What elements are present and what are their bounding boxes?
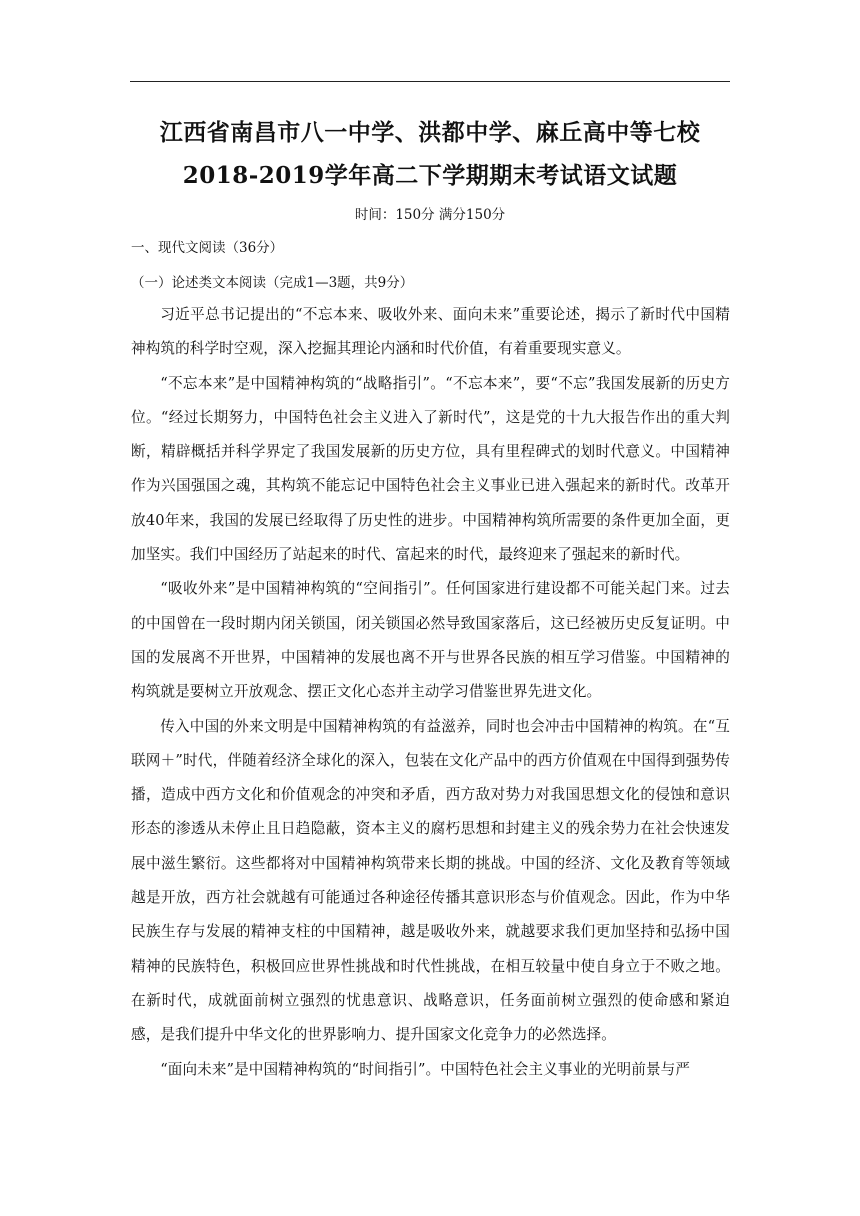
document-title-line1: 江西省南昌市八一中学、洪都中学、麻丘高中等七校 — [159, 119, 701, 146]
header-rule — [130, 81, 730, 82]
reading-passage — [131, 298, 730, 1087]
paragraph: 传入中国的外来文明是中国精神构筑的有益滋养，同时也会冲击中国精神的构筑。在“互联网＋”时代，伴随着经济全球化的深入，包装在文化产品中的西方价值观在中国得到强势传播，造成中西方文化和价值观念的冲突和矛盾，西方敌对势力对我国思想文化的侵蚀和意识形态的渗透从未停止且日趋隐蔽，资本主义的腐朽思想和封建主义的残余势力在社会快速发展中滋生繁衍。这些都将对中国精神构筑带来长期的挑战。中国的经济、文化及教育等领域越是开放，西方社会就越有可能通过各种途径传播其意识形态与价值观念。因此，作为中华民族生存与发展的精神支柱的中国精神，越是吸收外来，就越要求我们更加坚持和弘扬中国精神的民族特色，积极回应世界性挑战和时代性挑战，在相互较量中使自身立于不败之地。在新时代，成就面前树立强烈的忧患意识、战略意识，任务面前树立强烈的使命感和紧迫感，是我们提升中华文化的世界影响力、提升国家文化竞争力的必然选择。 — [131, 717, 730, 1044]
paragraph: 习近平总书记提出的“不忘本来、吸收外来、面向未来”重要论述，揭示了新时代中国精神构筑的科学时空观，深入挖掘其理论内涵和时代价值，有着重要现实意义。 — [131, 306, 730, 358]
paragraph: “面向未来”是中国精神构筑的“时间指引”。中国特色社会主义事业的光明前景与严 — [160, 1060, 691, 1078]
exam-time-score: 时间：150分 满分150分 — [354, 207, 506, 223]
document-title-line2: 2018-2019学年高二下学期期末考试语文试题 — [182, 162, 678, 189]
subsection-heading: （一）论述类文本阅读（完成1—3题，共9分） — [131, 275, 414, 291]
paragraph: “不忘本来”是中国精神构筑的“战略指引”。“不忘本来”，要“不忘”我国发展新的历史方位。“经过长期努力，中国特色社会主义进入了新时代”，这是党的十九大报告作出的重大判断，精辟概括并科学界定了我国发展新的历史方位，具有里程碑式的划时代意义。中国精神作为兴国强国之魂，其构筑不能忘记中国特色社会主义事业已进入强起来的新时代。改革开放40年来，我国的发展已经取得了历史性的进步。中国精神构筑所需要的条件更加全面，更加坚实。我们中国经历了站起来的时代、富起来的时代，最终迎来了强起来的新时代。 — [131, 374, 730, 564]
section-heading: 一、现代文阅读（36分） — [131, 240, 284, 256]
paragraph: “吸收外来”是中国精神构筑的“空间指引”。任何国家进行建设都不可能关起门来。过去的中国曾在一段时期内闭关锁国，闭关锁国必然导致国家落后，这已经被历史反复证明。中国的发展离不开世界，中国精神的发展也离不开与世界各民族的相互学习借鉴。中国精神的构筑就是要树立开放观念、摆正文化心态并主动学习借鉴世界先进文化。 — [131, 580, 730, 701]
